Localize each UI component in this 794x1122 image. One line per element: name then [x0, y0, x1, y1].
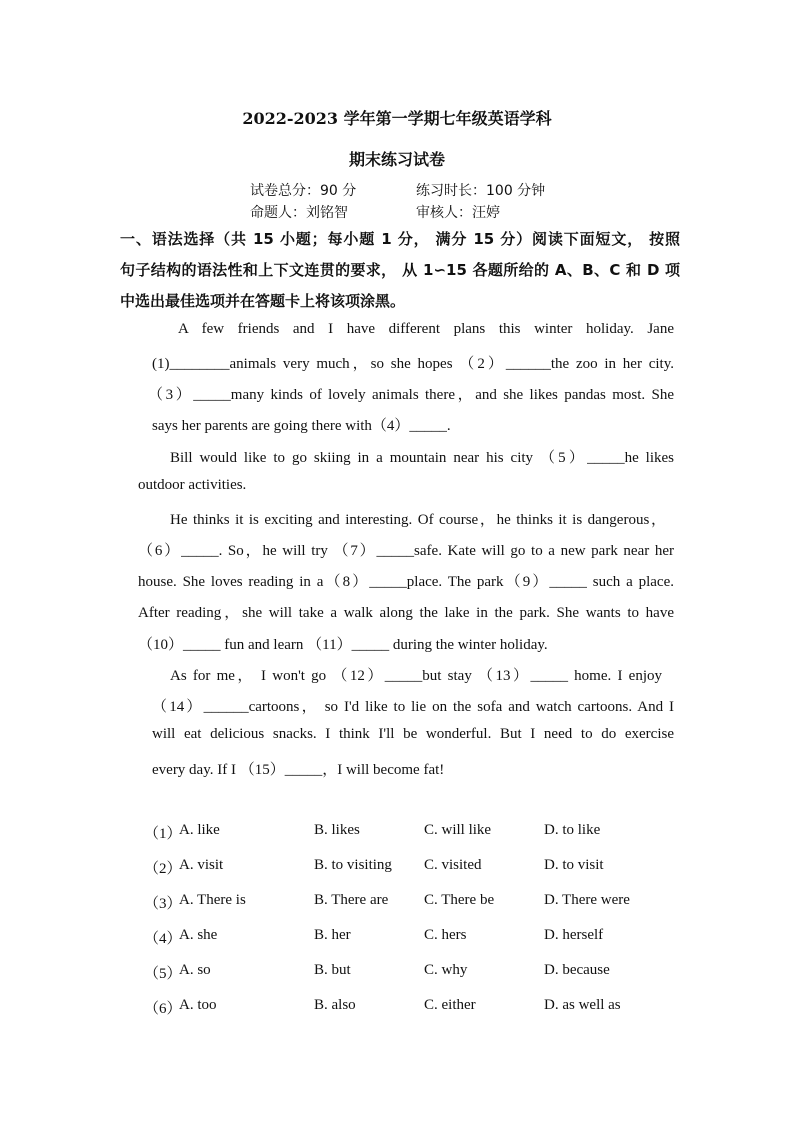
option-a: A. so: [179, 962, 211, 978]
question-number: （6）: [144, 1001, 182, 1017]
passage-line: (1)________animals very much，so she hopes （2）______the zoo in her city.: [152, 356, 674, 372]
option-d: D. because: [544, 962, 610, 978]
passage-line: （10）_____ fun and learn （11）_____ during the winter holiday.: [138, 637, 548, 653]
passage-line: As for me， I won't go （12）_____but stay （13）_____ home. I enjoy: [170, 668, 662, 684]
passage-line: （3）_____many kinds of lovely animals there，and she likes pandas most. She: [148, 387, 674, 403]
option-c: C. will like: [424, 822, 492, 838]
question-number: （2）: [144, 861, 182, 877]
option-b: B. to visiting: [314, 857, 392, 873]
instruction-line: 中选出最佳选项并在答题卡上将该项涂黑。: [120, 292, 406, 310]
option-d: D. herself: [544, 927, 604, 943]
option-a: A. too: [179, 997, 217, 1013]
option-a: A. visit: [179, 857, 224, 873]
total-score: 试卷总分：90 分: [250, 183, 357, 199]
option-c: C. There be: [424, 892, 495, 908]
passage-line: （14）______cartoons， so I'd like to lie on the sofa and watch cartoons. And I: [152, 699, 674, 715]
question-number: （1）: [144, 826, 182, 842]
option-c: C. hers: [424, 927, 467, 943]
option-c: C. visited: [424, 857, 482, 873]
exam-title: 2022-2023 学年第一学期七年级英语学科: [242, 109, 552, 128]
option-b: B. There are: [314, 892, 389, 908]
passage-line: He thinks it is exciting and interesting. Of course，he thinks it is dangerous，: [170, 512, 666, 528]
passage-line: outdoor activities.: [138, 477, 247, 493]
question-number: （5）: [144, 966, 182, 982]
passage-line: Bill would like to go skiing in a mountain near his city （5）_____he likes: [170, 450, 674, 466]
passage-line: （6）_____. So，he will try （7）_____safe. Kate will go to a new park near her: [138, 543, 674, 559]
option-a: A. like: [179, 822, 220, 838]
option-c: C. why: [424, 962, 468, 978]
question-number: （3）: [144, 896, 182, 912]
option-b: B. likes: [314, 822, 360, 838]
option-d: D. to like: [544, 822, 601, 838]
passage-line: will eat delicious snacks. I think I'll be wonderful. But I need to do exercise: [152, 726, 674, 742]
reviewer: 审核人：汪婷: [416, 205, 500, 221]
instruction-line: 句子结构的语法性和上下文连贯的要求， 从 1∽15 各题所给的 A、B、C 和 D 项: [120, 261, 680, 279]
passage-line: every day. If I （15）_____，I will become fat!: [152, 762, 445, 778]
exam-subtitle: 期末练习试卷: [348, 150, 445, 169]
author: 命题人：刘铭智: [250, 205, 348, 221]
option-a: A. she: [179, 927, 218, 943]
instruction-line: 一、语法选择（共 15 小题；每小题 1 分， 满分 15 分）阅读下面短文， 按照: [120, 230, 680, 248]
passage-line: house. She loves reading in a（8）_____place. The park（9）_____ such a place.: [138, 574, 674, 590]
option-d: D. as well as: [544, 997, 621, 1013]
option-d: D. There were: [544, 892, 630, 908]
option-c: C. either: [424, 997, 476, 1013]
option-b: B. but: [314, 962, 351, 978]
option-d: D. to visit: [544, 857, 604, 873]
duration: 练习时长：100 分钟: [416, 183, 546, 199]
option-b: B. her: [314, 927, 351, 943]
passage-line: says her parents are going there with（4）_____.: [152, 418, 451, 434]
option-a: A. There is: [179, 892, 246, 908]
option-b: B. also: [314, 997, 356, 1013]
passage-line: A few friends and I have different plans this winter holiday. Jane: [178, 321, 674, 337]
section-instruction: [120, 224, 680, 317]
passage-line: After reading，she will take a walk along the lake in the park. She wants to have: [138, 605, 674, 621]
question-number: （4）: [144, 931, 182, 947]
